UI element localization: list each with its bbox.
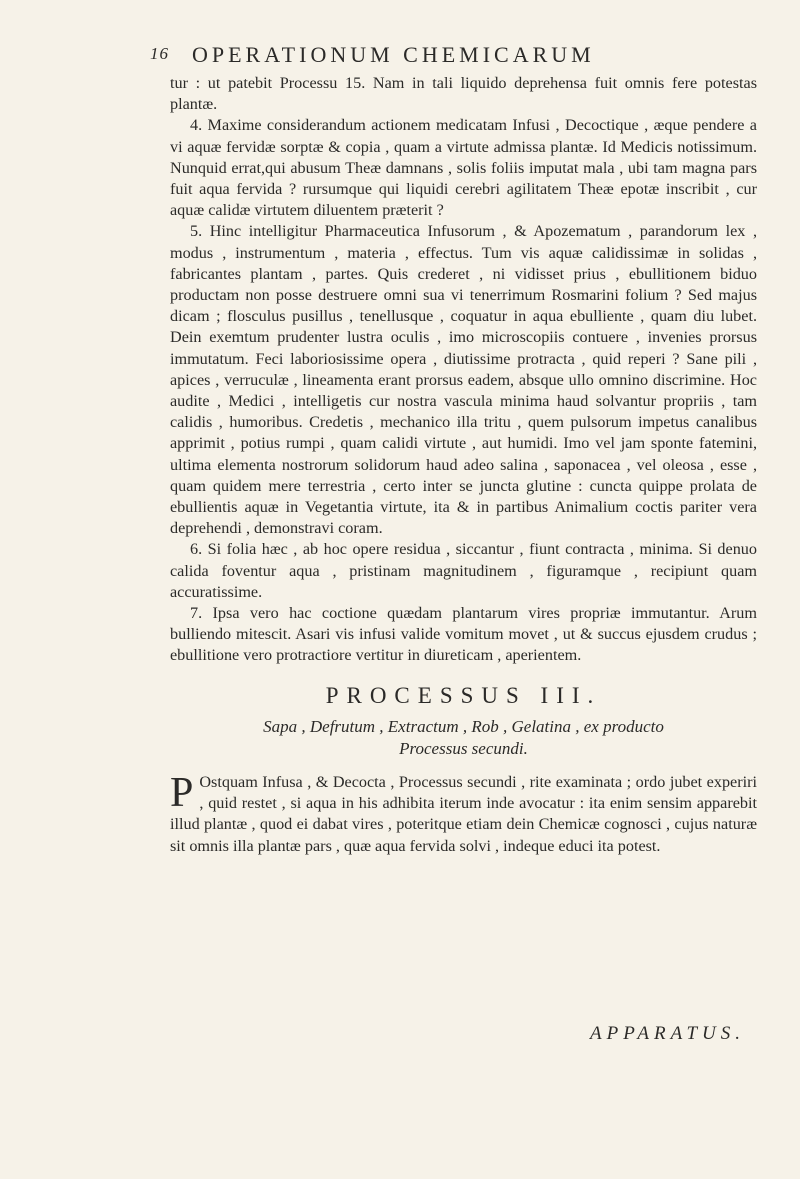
section-paragraph: [170, 769, 757, 857]
section-title: PROCESSUS III.: [325, 682, 602, 708]
page-number: 16: [150, 44, 169, 63]
paragraph-5: 5. Hinc intelligitur Pharmaceutica Infusorum , & Apozematum , parandorum lex , modus , instrumentum , materia , effectus. Tum vis aquæ calidissimæ in solidas , fabricantes plantam , partes. Quis crederet , ni vidisset prius , ebullitionem biduo productam non posse destruere omni sua vi tenerrimum Rosmarini folium ? Sed majus dicam ; flosculus pusillus , tenellusque , coquatur in aqua ebulliente , quam diu lubet. Dein exemtum prudenter lustra oculis , imo microscopiis contuere , invenies prorsus immutatum. Feci laboriosissime opera , diutissime protracta , quid reperi ? Sane pili , apices , verruculæ , lineamenta erant prorsus eadem, absque ullo omnino discrimine. Hoc audite , Medici , intelligetis cur nostra vascula minima haud solvantur propriis , tam calidis , humoribus. Credetis , mechanico illa tritu , quem pulsorum impetus canalibus apprimit , potius rumpi , quam calidi virtute , aut humidi. Imo vel jam sponte fatemini, ultima elementa nostrorum solidorum haud adeo salina , saponacea , vel oleosa , esse , quam quidem mere terrestria , certo inter se juncta glutine : cuncta quippe prolata de ebullientis aquæ in Vegetantia virtute, ita & in partibus Animalium coctis pariter vera deprehendi , demonstravi coram.: [170, 222, 757, 538]
section-subtitle: [170, 716, 757, 760]
paragraph-6: 6. Si folia hæc , ab hoc opere residua , siccantur , fiunt contracta , minima. Si denuo calida foventur aqua , pristinam magnitudinem , figuramque , recipiunt quam accuratissime.: [170, 540, 757, 601]
paragraph-7: 7. Ipsa vero hac coctione quædam plantarum vires propriæ immutantur. Arum bulliendo mitescit. Asari vis infusi valide vomitum movet , ut & succus ejusdem crudus ; ebullitione vero protractiore vertitur in diureticam , aperientem.: [170, 604, 757, 665]
page-body: [170, 73, 757, 857]
section-paragraph-text: Ostquam Infusa , & Decocta , Processus secundi , rite examinata ; ordo jubet experiri , quid restet , si aqua in his adhibita iterum inde avocatur : ita enim sensim apparebit illud plantæ , quod ei dabat vires , poteritque etiam dein Chemicæ cognosci , cujus naturæ sit omnis illa plantæ pars , quæ aqua fervida solvi , indeque educi ita potest.: [170, 772, 757, 855]
paragraph-4: 4. Maxime considerandum actionem medicatam Infusi , Decoctique , æque pendere a vi aquæ fervidæ sorptæ & copia , quam a virtute admissa plantæ. Id Medicis notissimum. Nunquid errat,qui abusum Theæ damnans , solis foliis imputat mala , ubi tam magna pars fuit aqua fervida ? rursumque qui liquidi cerebri agilitatem Theæ epotæ inscribit , cur aquæ calidæ virtutem diluentem præterit ?: [170, 116, 757, 220]
drop-cap: P: [170, 769, 194, 816]
paragraph-continuation: tur : ut patebit Processu 15. Nam in tali liquido deprehensa fuit omnis fere potestas plantæ.: [170, 74, 757, 114]
catchword: APPARATUS.: [590, 1023, 746, 1044]
section-subtitle-line-1: Sapa , Defrutum , Extractum , Rob , Gelatina , ex producto: [263, 716, 664, 736]
running-title: OPERATIONUM CHEMICARUM: [192, 42, 595, 67]
page-header: [150, 44, 750, 70]
section-subtitle-line-2: Processus secundi.: [399, 738, 528, 758]
